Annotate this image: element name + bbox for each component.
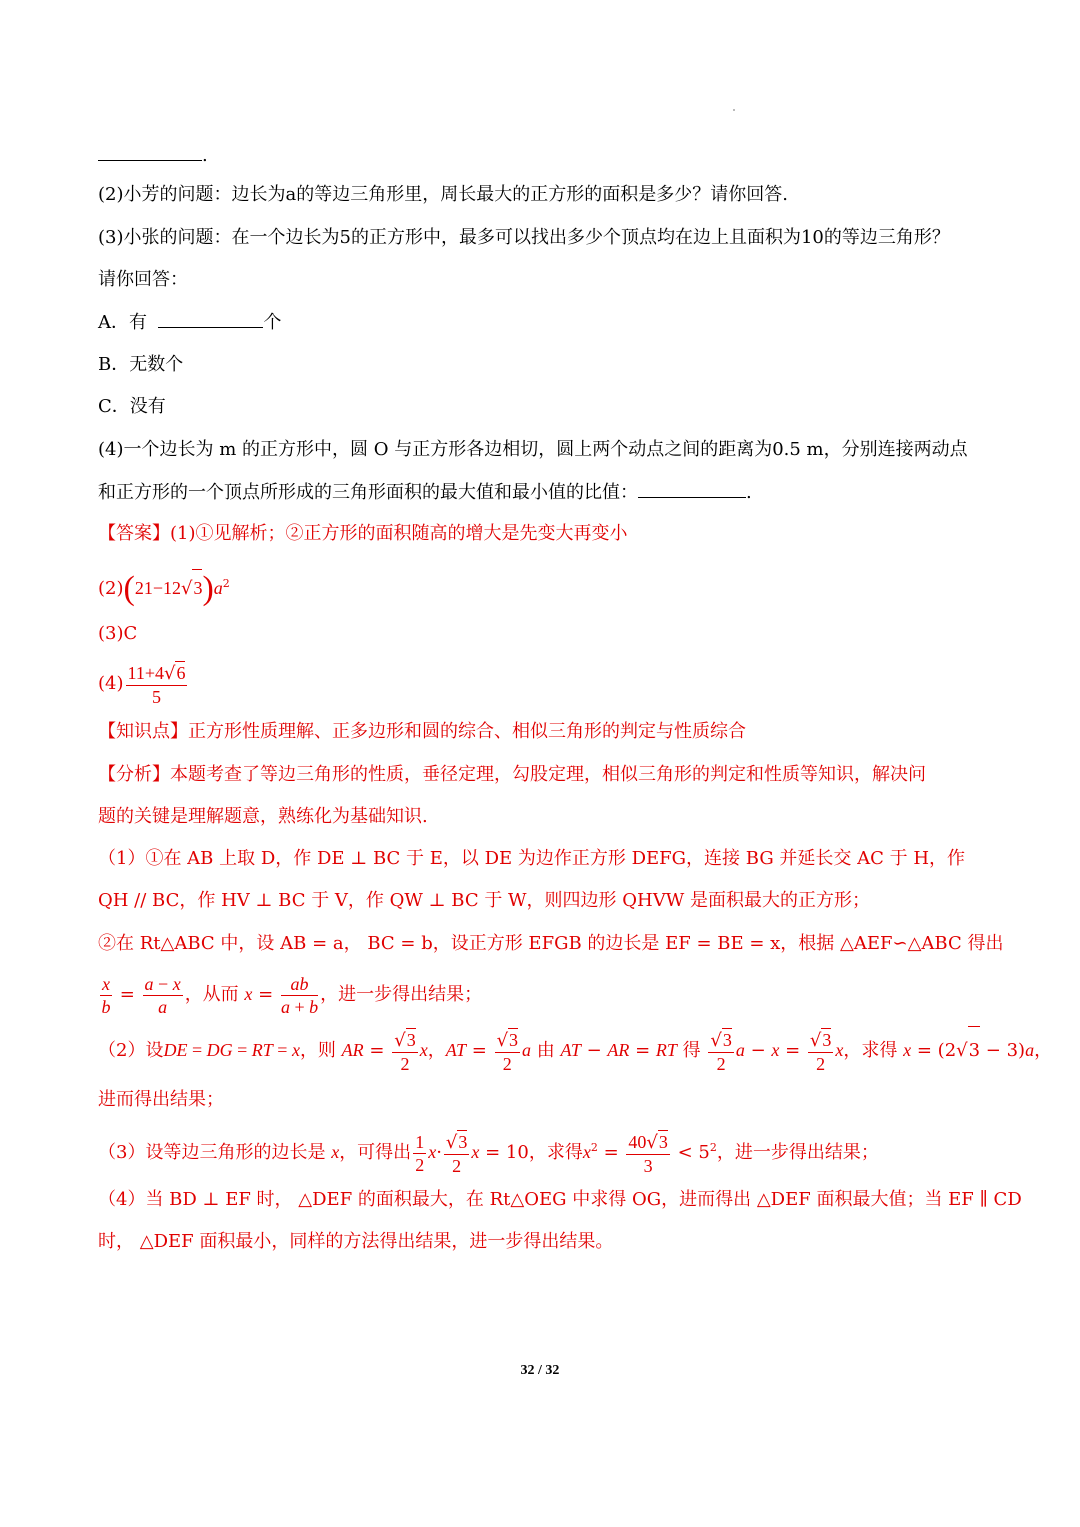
knowledge-text: 正方形性质理解、正多边形和圆的综合、相似三角形的判定与性质综合: [188, 721, 746, 742]
analysis-part5-line1: （4）当 BD ⊥ EF 时， △DEF 的面积最大，在 Rt△OEG 中求得 OG，进而得出 △DEF 面积最大值；当 EF ∥ CD: [98, 1189, 1022, 1210]
option-a-label: A．有: [98, 312, 147, 333]
analysis-part2-line1: ②在 Rt△ABC 中，设 AB = a， BC = b，设正方形 EFGB 的边长是 EF = BE = x，根据 △AEF∽△ABC 得出: [98, 933, 1004, 954]
option-c: C．没有: [98, 396, 166, 417]
answer-line-4: [98, 660, 984, 708]
answer-2-prefix: (2): [98, 578, 124, 599]
answer-blank: [98, 142, 202, 161]
analysis-label: 【分析】: [98, 764, 170, 785]
option-a-suffix: 个: [263, 312, 282, 333]
question-2: (2)小芳的问题：边长为a的等边三角形里，周长最大的正方形的面积是多少？请你回答.: [98, 184, 788, 205]
knowledge-label: 【知识点】: [98, 721, 188, 742]
option-a-blank: [158, 309, 263, 328]
answer-line-2: $(2)(21-12√3)a^2$: [98, 570, 230, 607]
analysis-line-1: [98, 762, 984, 788]
scan-dot: [733, 109, 735, 111]
part4-mid: ，可得出: [339, 1142, 412, 1163]
question-3-line1: (3)小张的问题：在一个边长为5的正方形中，最多可以找出多少个顶点均在边上且面积为10的等边三角形？: [98, 227, 950, 248]
question-4-text: 和正方形的一个顶点所形成的三角形面积的最大值和最小值的比值：: [98, 482, 638, 503]
knowledge-line: [98, 719, 984, 745]
page-number: 32 / 32: [520, 1363, 560, 1378]
analysis-part1-line2: QH // BC，作 HV ⊥ BC 于 V，作 QW ⊥ BC 于 W，则四边形 QHVW 是面积最大的正方形；: [98, 890, 870, 911]
analysis-part2-line2: $\frac{x}{b}$ = $\frac{a - x}{a}$ ，从而 x = $\frac{ab}{a + b}$ ，进一步得出结果；: [101, 973, 483, 1017]
question-3-line2: 请你回答：: [98, 269, 188, 290]
part4-prefix: （3）设等边三角形的边长是: [98, 1142, 326, 1163]
blank-period: .: [202, 145, 208, 166]
option-a: [98, 309, 984, 336]
top-blank-line: [98, 142, 984, 169]
analysis-part5-line2: 时， △DEF 面积最小，同样的方法得出结果，进一步得出结果。: [98, 1231, 614, 1252]
part2-mid-text: ，从而: [184, 984, 239, 1005]
part3-prefix: （2）设: [98, 1040, 164, 1061]
part4-end: ，进一步得出结果；: [716, 1142, 879, 1163]
answer-line-1: [98, 521, 984, 547]
question-4-period: .: [746, 482, 752, 503]
answer-4-fraction: $\frac{11+4√6}{5}$: [127, 662, 186, 707]
answer-1: (1)①见解析；②正方形的面积随高的增大是先变大再变小: [170, 523, 628, 544]
part2-end-text: ，进一步得出结果；: [320, 984, 483, 1005]
analysis-line-2: 题的关键是理解题意，熟练化为基础知识.: [98, 806, 428, 827]
answer-line-3: (3)C: [98, 623, 138, 644]
question-4-line1: (4)一个边长为 m 的正方形中，圆 O 与正方形各边相切，圆上两个动点之间的距离为0.5 m，分别连接两动点: [98, 439, 968, 460]
question-4-line2: [98, 479, 984, 506]
analysis-part4: （3）设等边三角形的边长是 x，可得出 $\frac{1}{2}$ x· $\frac{√3}{2}$ x = 10，求得$x^2$ = $\frac{40√3}{3}$ < $5^2$，进一步得出结果；: [98, 1131, 879, 1176]
option-b: B．无数个: [98, 354, 184, 375]
answer-label: 【答案】: [98, 523, 170, 544]
analysis-text-1: 本题考查了等边三角形的性质，垂径定理，勾股定理，相似三角形的判定和性质等知识，解决问: [170, 764, 926, 785]
analysis-part3-line1: （2）设DE = DG = RT = x，则 AR = $\frac{√3}{2}$ x，AT = $\frac{√3}{2}$ a 由 AT − AR = RT 得 $\frac{√3}{2}$ a − x = $\frac{√3}{2}$ x，求得 x = (2√3 − 3)a，: [98, 1026, 984, 1075]
answer-4-prefix: (4): [98, 673, 124, 694]
analysis-part3-line2: 进而得出结果；: [98, 1089, 224, 1110]
analysis-part1-line1: （1）①在 AB 上取 D，作 DE ⊥ BC 于 E，以 DE 为边作正方形 DEFG，连接 BG 并延长交 AC 于 H，作: [98, 848, 966, 869]
question-4-blank: [638, 479, 746, 498]
part4-mid2: ，求得: [528, 1142, 583, 1163]
